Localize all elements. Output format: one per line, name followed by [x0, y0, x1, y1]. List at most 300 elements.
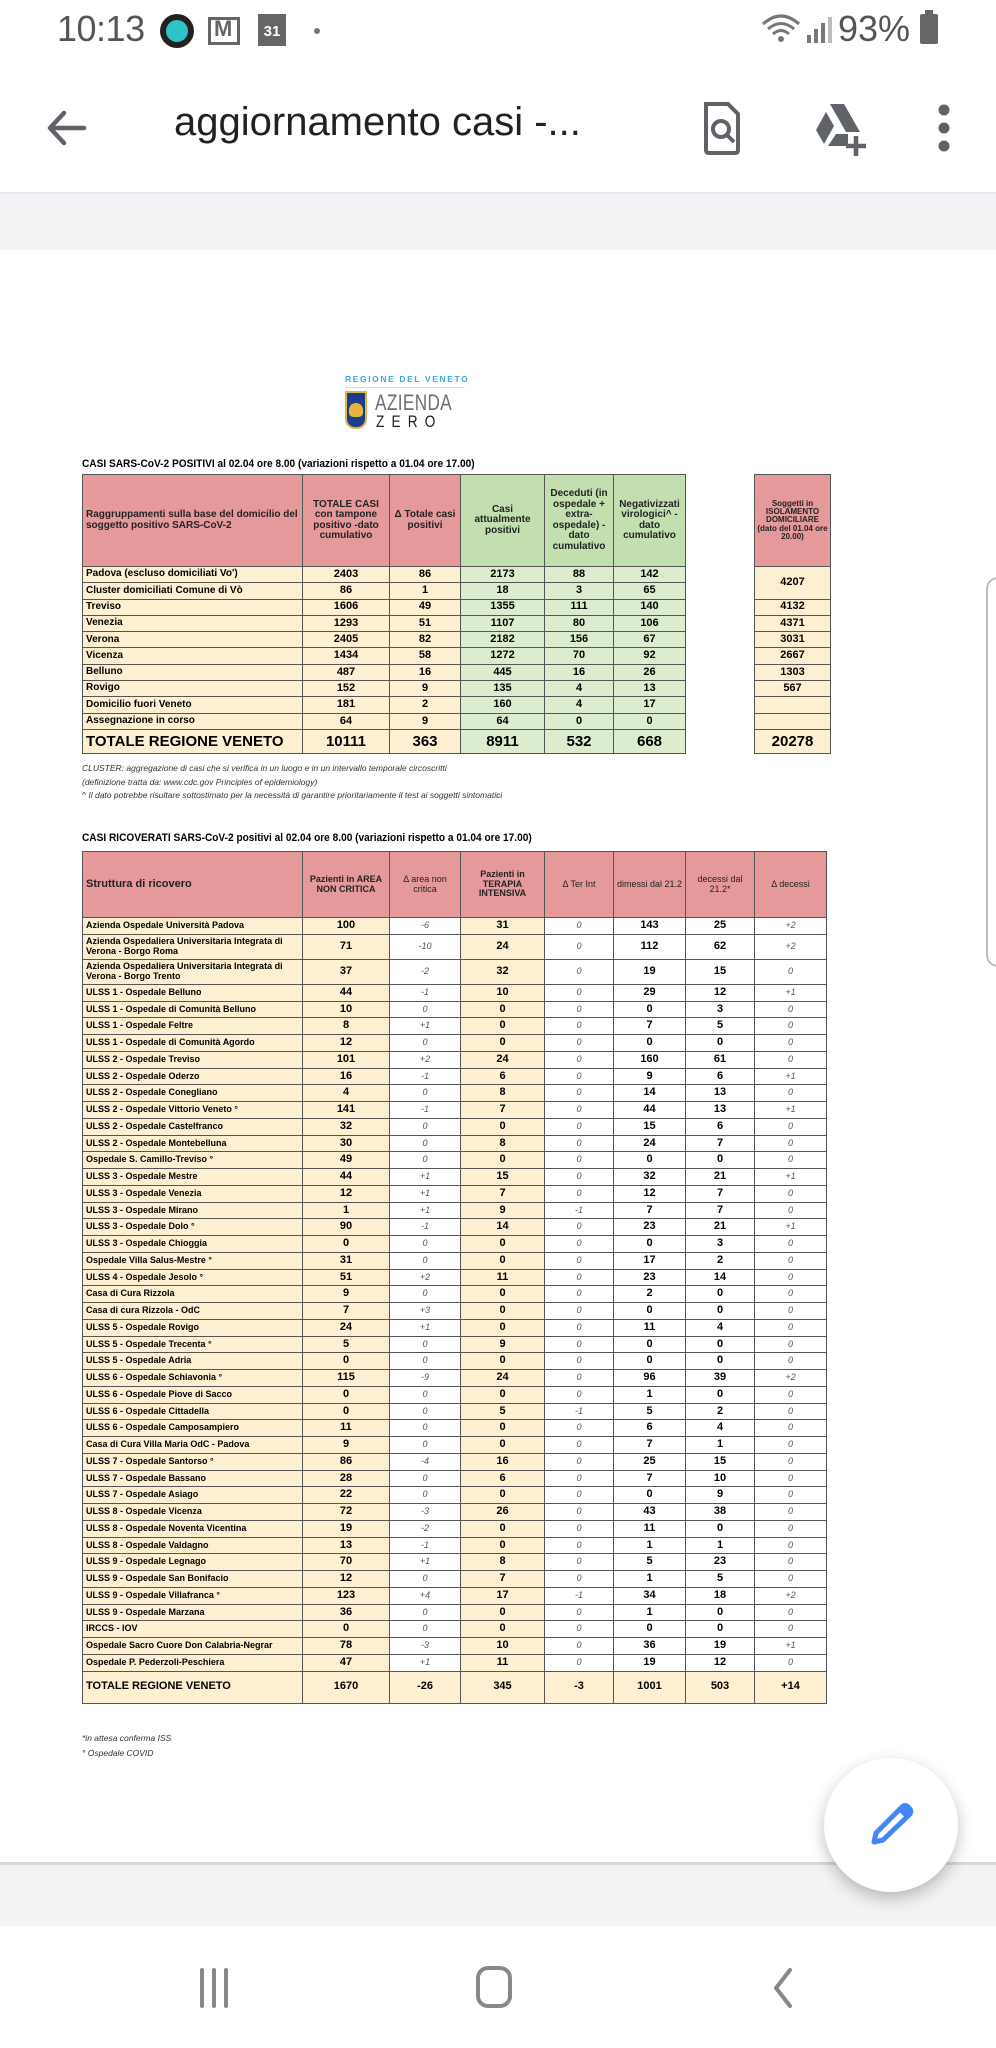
cell-delta-non-critical: 0 [390, 1353, 461, 1370]
cell-delta-non-critical: +1 [390, 1554, 461, 1571]
cell-delta-icu: 0 [545, 1604, 614, 1621]
table-row [83, 1068, 827, 1085]
cell-delta-deaths: 0 [755, 1571, 827, 1588]
cell-deaths: 21 [686, 1219, 755, 1236]
table-total-row [83, 1671, 827, 1703]
cell-deaths: 3 [686, 1001, 755, 1018]
table-row [83, 599, 686, 615]
cell-delta-icu: 0 [545, 1386, 614, 1403]
cell-current: 1107 [461, 615, 545, 631]
cell-delta-non-critical: -3 [390, 1638, 461, 1655]
cell-deaths: 5 [686, 1571, 755, 1588]
col-header-discharged: dimessi dal 21.2 [614, 852, 686, 918]
isolation-vicenza: 2667 [755, 648, 831, 664]
cell-delta-deaths: 0 [755, 1537, 827, 1554]
row-facility-name: ULSS 2 - Ospedale Montebelluna [83, 1135, 303, 1152]
cell-deceased: 156 [545, 632, 614, 648]
arrow-back-icon[interactable] [40, 102, 92, 154]
row-facility-name: ULSS 9 - Ospedale Villafranca ° [83, 1587, 303, 1604]
table-row [83, 567, 686, 583]
cell-discharged: 7 [614, 1018, 686, 1035]
cell-icu: 0 [461, 1520, 545, 1537]
cell-delta-non-critical: -2 [390, 1520, 461, 1537]
table-row [83, 1386, 827, 1403]
table-row [83, 1537, 827, 1554]
cell-deaths: 12 [686, 1654, 755, 1671]
table-row [83, 1587, 827, 1604]
cell-delta-icu: 0 [545, 1035, 614, 1052]
cell-delta: 58 [390, 648, 461, 664]
cell-non-critical: 10 [303, 1001, 390, 1018]
col-header-delta-non-critical: Δ area non critica [390, 852, 461, 918]
cell-delta-non-critical: 0 [390, 1386, 461, 1403]
cell-icu: 0 [461, 1236, 545, 1253]
cell-non-critical: 49 [303, 1152, 390, 1169]
cell-deaths: 5 [686, 1018, 755, 1035]
cell-discharged: 15 [614, 1118, 686, 1135]
cell-delta-non-critical: -1 [390, 1537, 461, 1554]
cell-discharged: 19 [614, 1654, 686, 1671]
col-header-total-cases: TOTALE CASI con tampone positivo -dato cumulativo [303, 475, 390, 567]
note-underestimate: ^ Il dato potrebbe risultare sottostimato per la necessità di garantire prioritariamente il test ai soggetti sintomatici [82, 790, 503, 800]
cell-deaths: 15 [686, 1453, 755, 1470]
table-row [83, 1638, 827, 1655]
cell-icu: 5 [461, 1403, 545, 1420]
row-facility-name: Azienda Ospedale Università Padova [83, 918, 303, 935]
cell-deaths: 15 [686, 959, 755, 984]
cell-icu: 0 [461, 1537, 545, 1554]
cell-delta-non-critical: -6 [390, 918, 461, 935]
cell-icu: 0 [461, 1604, 545, 1621]
cell-deaths: 0 [686, 1152, 755, 1169]
app-bar [0, 64, 996, 192]
cell-discharged: 32 [614, 1169, 686, 1186]
table-row [83, 1336, 827, 1353]
scrollbar-thumb[interactable] [986, 577, 996, 967]
cell-delta-non-critical: +1 [390, 1185, 461, 1202]
row-facility-name: Casa di Cura Villa Maria OdC - Padova [83, 1437, 303, 1454]
total-delta-deaths: +14 [755, 1671, 827, 1703]
table1-notes [82, 762, 502, 803]
cell-delta-deaths: 0 [755, 1336, 827, 1353]
total-icu: 345 [461, 1671, 545, 1703]
cell-discharged: 29 [614, 984, 686, 1001]
table-row [83, 1018, 827, 1035]
isolation-assegnazione [755, 713, 831, 729]
col-header-delta-deaths: Δ decessi [755, 852, 827, 918]
cell-delta-non-critical: -9 [390, 1370, 461, 1387]
cell-deaths: 14 [686, 1269, 755, 1286]
cell-deceased: 0 [545, 713, 614, 729]
row-facility-name: ULSS 9 - Ospedale Legnago [83, 1554, 303, 1571]
row-facility-name: ULSS 6 - Ospedale Cittadella [83, 1403, 303, 1420]
cell-delta-icu: 0 [545, 1537, 614, 1554]
cell-icu: 32 [461, 959, 545, 984]
cell-icu: 7 [461, 1571, 545, 1588]
cell-non-critical: 8 [303, 1018, 390, 1035]
cell-icu: 0 [461, 1437, 545, 1454]
cell-discharged: 112 [614, 934, 686, 959]
cell-icu: 11 [461, 1654, 545, 1671]
cell-delta-non-critical: 0 [390, 1252, 461, 1269]
row-name: Rovigo [83, 681, 303, 697]
total-current: 8911 [461, 729, 545, 753]
cell-icu: 0 [461, 1303, 545, 1320]
cell-delta-icu: 0 [545, 1504, 614, 1521]
cell-deaths: 6 [686, 1068, 755, 1085]
row-facility-name: IRCCS - IOV [83, 1621, 303, 1638]
cell-non-critical: 28 [303, 1470, 390, 1487]
cell-deaths: 1 [686, 1537, 755, 1554]
cell-discharged: 5 [614, 1403, 686, 1420]
cell-icu: 0 [461, 1118, 545, 1135]
row-name: Cluster domiciliati Comune di Vò [83, 583, 303, 599]
cell-non-critical: 72 [303, 1504, 390, 1521]
row-facility-name: ULSS 2 - Ospedale Oderzo [83, 1068, 303, 1085]
cell-delta: 82 [390, 632, 461, 648]
col-header-current-positive: Casi attualmente positivi [461, 475, 545, 567]
cell-delta-icu: 0 [545, 1571, 614, 1588]
cell-delta-non-critical: -3 [390, 1504, 461, 1521]
cell-deaths: 23 [686, 1554, 755, 1571]
add-to-drive-icon[interactable] [808, 98, 868, 158]
table-row [83, 1353, 827, 1370]
cell-icu: 9 [461, 1336, 545, 1353]
cell-delta-non-critical: +1 [390, 1319, 461, 1336]
row-name: Venezia [83, 615, 303, 631]
cell-deaths: 38 [686, 1504, 755, 1521]
row-facility-name: Ospedale Sacro Cuore Don Calabria-Negrar [83, 1638, 303, 1655]
col-header-grouping: Raggruppamenti sulla base del domicilio del soggetto positivo SARS-CoV-2 [83, 475, 303, 567]
cell-discharged: 19 [614, 959, 686, 984]
row-facility-name: ULSS 3 - Ospedale Venezia [83, 1185, 303, 1202]
cell-non-critical: 12 [303, 1571, 390, 1588]
cell-icu: 10 [461, 984, 545, 1001]
cell-total: 64 [303, 713, 390, 729]
cell-delta-deaths: 0 [755, 1403, 827, 1420]
cell-delta-deaths: +2 [755, 1587, 827, 1604]
cell-delta-deaths: 0 [755, 959, 827, 984]
cell-delta-non-critical: +1 [390, 1654, 461, 1671]
col-header-deaths: decessi dal 21.2* [686, 852, 755, 918]
fitness-app-icon [160, 14, 194, 48]
cell-discharged: 23 [614, 1219, 686, 1236]
cell-deaths: 10 [686, 1470, 755, 1487]
cell-delta-icu: 0 [545, 1303, 614, 1320]
row-facility-name: ULSS 1 - Ospedale Belluno [83, 984, 303, 1001]
table-row [83, 1202, 827, 1219]
cell-delta-deaths: 0 [755, 1269, 827, 1286]
status-time: 10:13 [57, 8, 145, 49]
status-bar [0, 0, 996, 64]
cell-discharged: 23 [614, 1269, 686, 1286]
cell-deaths: 4 [686, 1420, 755, 1437]
col-header-negativized: Negativizzati virologici^ - dato cumulativo [614, 475, 686, 567]
cell-delta-deaths: 0 [755, 1654, 827, 1671]
cell-total: 1606 [303, 599, 390, 615]
isolation-treviso: 4132 [755, 599, 831, 615]
cell-icu: 7 [461, 1102, 545, 1119]
cell-delta-non-critical: 0 [390, 1001, 461, 1018]
table-row [83, 681, 686, 697]
cell-non-critical: 44 [303, 984, 390, 1001]
col-header-non-critical: Pazienti in AREA NON CRITICA [303, 852, 390, 918]
cell-non-critical: 100 [303, 918, 390, 935]
table-row [83, 1571, 827, 1588]
cell-deaths: 2 [686, 1252, 755, 1269]
table-row [83, 984, 827, 1001]
cell-current: 160 [461, 697, 545, 713]
cell-delta: 49 [390, 599, 461, 615]
cell-current: 2173 [461, 567, 545, 583]
table-row [83, 1051, 827, 1068]
cell-non-critical: 9 [303, 1437, 390, 1454]
azienda-zero-logo [345, 374, 475, 434]
row-name: Padova (escluso domiciliati Vo') [83, 567, 303, 583]
cell-delta: 16 [390, 664, 461, 680]
edit-fab-button[interactable] [824, 1758, 958, 1892]
find-in-page-icon[interactable] [692, 98, 752, 158]
cell-discharged: 44 [614, 1102, 686, 1119]
table-row [83, 1303, 827, 1320]
cell-icu: 0 [461, 1252, 545, 1269]
row-facility-name: ULSS 7 - Ospedale Asiago [83, 1487, 303, 1504]
cell-delta: 1 [390, 583, 461, 599]
cell-delta-non-critical: +4 [390, 1587, 461, 1604]
cell-non-critical: 7 [303, 1303, 390, 1320]
cell-non-critical: 13 [303, 1537, 390, 1554]
total-deaths: 503 [686, 1671, 755, 1703]
cell-delta-icu: 0 [545, 918, 614, 935]
cell-delta-non-critical: -2 [390, 959, 461, 984]
cell-delta-deaths: +2 [755, 934, 827, 959]
cell-negativized: 17 [614, 697, 686, 713]
cell-icu: 0 [461, 1420, 545, 1437]
cell-deaths: 1 [686, 1437, 755, 1454]
table-row [83, 664, 686, 680]
cell-icu: 7 [461, 1185, 545, 1202]
cell-delta-deaths: 0 [755, 1319, 827, 1336]
cell-delta-deaths: 0 [755, 1185, 827, 1202]
table-row [83, 648, 686, 664]
cell-non-critical: 22 [303, 1487, 390, 1504]
table-row [83, 1102, 827, 1119]
table-row [83, 1604, 827, 1621]
home-icon[interactable] [464, 1962, 524, 2012]
cell-delta-deaths: +1 [755, 1638, 827, 1655]
cell-discharged: 160 [614, 1051, 686, 1068]
cell-delta-icu: 0 [545, 1269, 614, 1286]
cell-icu: 26 [461, 1504, 545, 1521]
cell-deaths: 13 [686, 1085, 755, 1102]
table1-caption: CASI SARS-CoV-2 POSITIVI al 02.04 ore 8.00 (variazioni rispetto a 01.04 ore 17.00) [82, 458, 475, 470]
row-facility-name: ULSS 1 - Ospedale di Comunità Belluno [83, 1001, 303, 1018]
cell-icu: 9 [461, 1202, 545, 1219]
cell-delta-deaths: 0 [755, 1520, 827, 1537]
cell-delta: 86 [390, 567, 461, 583]
cell-discharged: 11 [614, 1520, 686, 1537]
cell-delta-non-critical: -4 [390, 1453, 461, 1470]
cell-non-critical: 16 [303, 1068, 390, 1085]
logo-divider [345, 387, 465, 388]
positive-cases-table [82, 474, 686, 754]
cell-delta-deaths: 0 [755, 1252, 827, 1269]
table-row [83, 1286, 827, 1303]
cell-delta-deaths: 0 [755, 1504, 827, 1521]
cell-total: 152 [303, 681, 390, 697]
cell-non-critical: 5 [303, 1336, 390, 1353]
cell-delta-non-critical: -1 [390, 1068, 461, 1085]
cell-total: 181 [303, 697, 390, 713]
cell-deaths: 6 [686, 1118, 755, 1135]
total-negativized: 668 [614, 729, 686, 753]
row-facility-name: Casa di Cura Rizzola [83, 1286, 303, 1303]
cell-negativized: 26 [614, 664, 686, 680]
cell-delta-icu: 0 [545, 959, 614, 984]
cell-delta-non-critical: +1 [390, 1202, 461, 1219]
cell-delta-icu: 0 [545, 1554, 614, 1571]
cell-non-critical: 24 [303, 1319, 390, 1336]
cell-negativized: 67 [614, 632, 686, 648]
cell-delta-deaths: +2 [755, 1370, 827, 1387]
cell-delta-icu: 0 [545, 1252, 614, 1269]
cell-discharged: 7 [614, 1202, 686, 1219]
cell-deaths: 13 [686, 1102, 755, 1119]
cell-non-critical: 0 [303, 1353, 390, 1370]
cell-delta-non-critical: 0 [390, 1118, 461, 1135]
note-cluster: CLUSTER: aggregazione di casi che si verifica in un luogo e in un intervallo temporale circoscritti [82, 763, 447, 773]
col-header-icu: Pazienti in TERAPIA INTENSIVA [461, 852, 545, 918]
logo-line1: AZIENDA [375, 390, 453, 415]
cell-delta-non-critical: 0 [390, 1487, 461, 1504]
battery-icon [920, 14, 938, 44]
cell-discharged: 34 [614, 1587, 686, 1604]
table-row [83, 1118, 827, 1135]
cell-discharged: 14 [614, 1085, 686, 1102]
cell-icu: 6 [461, 1470, 545, 1487]
recent-apps-icon[interactable] [184, 1962, 244, 2012]
row-name: Verona [83, 632, 303, 648]
cell-non-critical: 19 [303, 1520, 390, 1537]
edit-pencil-icon [866, 1800, 916, 1850]
note-iss: *in attesa conferma ISS [82, 1733, 172, 1743]
cell-discharged: 2 [614, 1286, 686, 1303]
isolation-venezia: 4371 [755, 615, 831, 631]
cell-delta-non-critical: 0 [390, 1604, 461, 1621]
cell-delta-non-critical: -1 [390, 1102, 461, 1119]
cell-discharged: 24 [614, 1135, 686, 1152]
cell-negativized: 13 [614, 681, 686, 697]
cell-delta-non-critical: 0 [390, 1420, 461, 1437]
table-row [83, 1453, 827, 1470]
col-header-isolation: Soggetti in ISOLAMENTO DOMICILIARE (dato del 01.04 ore 20.00) [755, 475, 831, 567]
note-covid-hospital: ° Ospedale COVID [82, 1748, 154, 1758]
row-facility-name: Ospedale P. Pederzoli-Peschiera [83, 1654, 303, 1671]
document-title: aggiornamento casi -... [174, 100, 581, 144]
cell-non-critical: 36 [303, 1604, 390, 1621]
table-row [83, 1370, 827, 1387]
cell-delta-non-critical: +1 [390, 1169, 461, 1186]
table-row [83, 1504, 827, 1521]
col-header-delta-total: Δ Totale casi positivi [390, 475, 461, 567]
total-deceased: 532 [545, 729, 614, 753]
total-non-critical: 1670 [303, 1671, 390, 1703]
cell-delta-icu: 0 [545, 1638, 614, 1655]
table-row [83, 1403, 827, 1420]
cell-delta-deaths: 0 [755, 1135, 827, 1152]
calendar-icon: 31 [258, 14, 286, 46]
cell-non-critical: 4 [303, 1085, 390, 1102]
cell-delta-icu: 0 [545, 1051, 614, 1068]
cell-discharged: 7 [614, 1470, 686, 1487]
table2-notes [82, 1731, 171, 1761]
cell-delta-deaths: +1 [755, 1169, 827, 1186]
cell-delta-non-critical: 0 [390, 1152, 461, 1169]
row-facility-name: ULSS 5 - Ospedale Adria [83, 1353, 303, 1370]
cell-non-critical: 0 [303, 1621, 390, 1638]
cell-delta-non-critical: 0 [390, 1035, 461, 1052]
more-vert-icon[interactable] [924, 98, 964, 158]
cell-deaths: 0 [686, 1303, 755, 1320]
cell-non-critical: 9 [303, 1286, 390, 1303]
cell-non-critical: 47 [303, 1654, 390, 1671]
cell-total: 2403 [303, 567, 390, 583]
hospitalized-cases-table [82, 851, 827, 1704]
table-row [83, 615, 686, 631]
cell-delta-deaths: 0 [755, 1236, 827, 1253]
cell-deaths: 19 [686, 1638, 755, 1655]
cell-delta-non-critical: 0 [390, 1236, 461, 1253]
cell-delta-deaths: 0 [755, 1604, 827, 1621]
cell-delta-non-critical: +1 [390, 1018, 461, 1035]
cell-non-critical: 123 [303, 1587, 390, 1604]
cell-delta-icu: 0 [545, 934, 614, 959]
row-facility-name: Casa di cura Rizzola - OdC [83, 1303, 303, 1320]
table-row [83, 1219, 827, 1236]
row-name: Assegnazione in corso [83, 713, 303, 729]
cell-discharged: 0 [614, 1336, 686, 1353]
cell-discharged: 0 [614, 1152, 686, 1169]
cell-non-critical: 32 [303, 1118, 390, 1135]
cell-non-critical: 11 [303, 1420, 390, 1437]
cell-discharged: 0 [614, 1236, 686, 1253]
cell-delta-deaths: 0 [755, 1453, 827, 1470]
cell-delta-deaths: +1 [755, 1102, 827, 1119]
cell-negativized: 0 [614, 713, 686, 729]
cell-deaths: 61 [686, 1051, 755, 1068]
cell-discharged: 96 [614, 1370, 686, 1387]
cell-delta-icu: 0 [545, 1169, 614, 1186]
cell-non-critical: 70 [303, 1554, 390, 1571]
cell-delta-non-critical: -1 [390, 984, 461, 1001]
cell-delta-deaths: 0 [755, 1621, 827, 1638]
table-row [83, 934, 827, 959]
cell-current: 64 [461, 713, 545, 729]
table-row [83, 1437, 827, 1454]
cell-icu: 0 [461, 1353, 545, 1370]
row-facility-name: ULSS 1 - Ospedale Feltre [83, 1018, 303, 1035]
back-icon[interactable] [752, 1962, 812, 2012]
total-delta: 363 [390, 729, 461, 753]
cell-negativized: 106 [614, 615, 686, 631]
cell-delta-icu: 0 [545, 1236, 614, 1253]
cell-deaths: 25 [686, 918, 755, 935]
cell-discharged: 0 [614, 1303, 686, 1320]
cell-discharged: 36 [614, 1638, 686, 1655]
cell-delta-icu: 0 [545, 1001, 614, 1018]
cell-deaths: 0 [686, 1286, 755, 1303]
logo-line2: ZERO [376, 412, 443, 431]
